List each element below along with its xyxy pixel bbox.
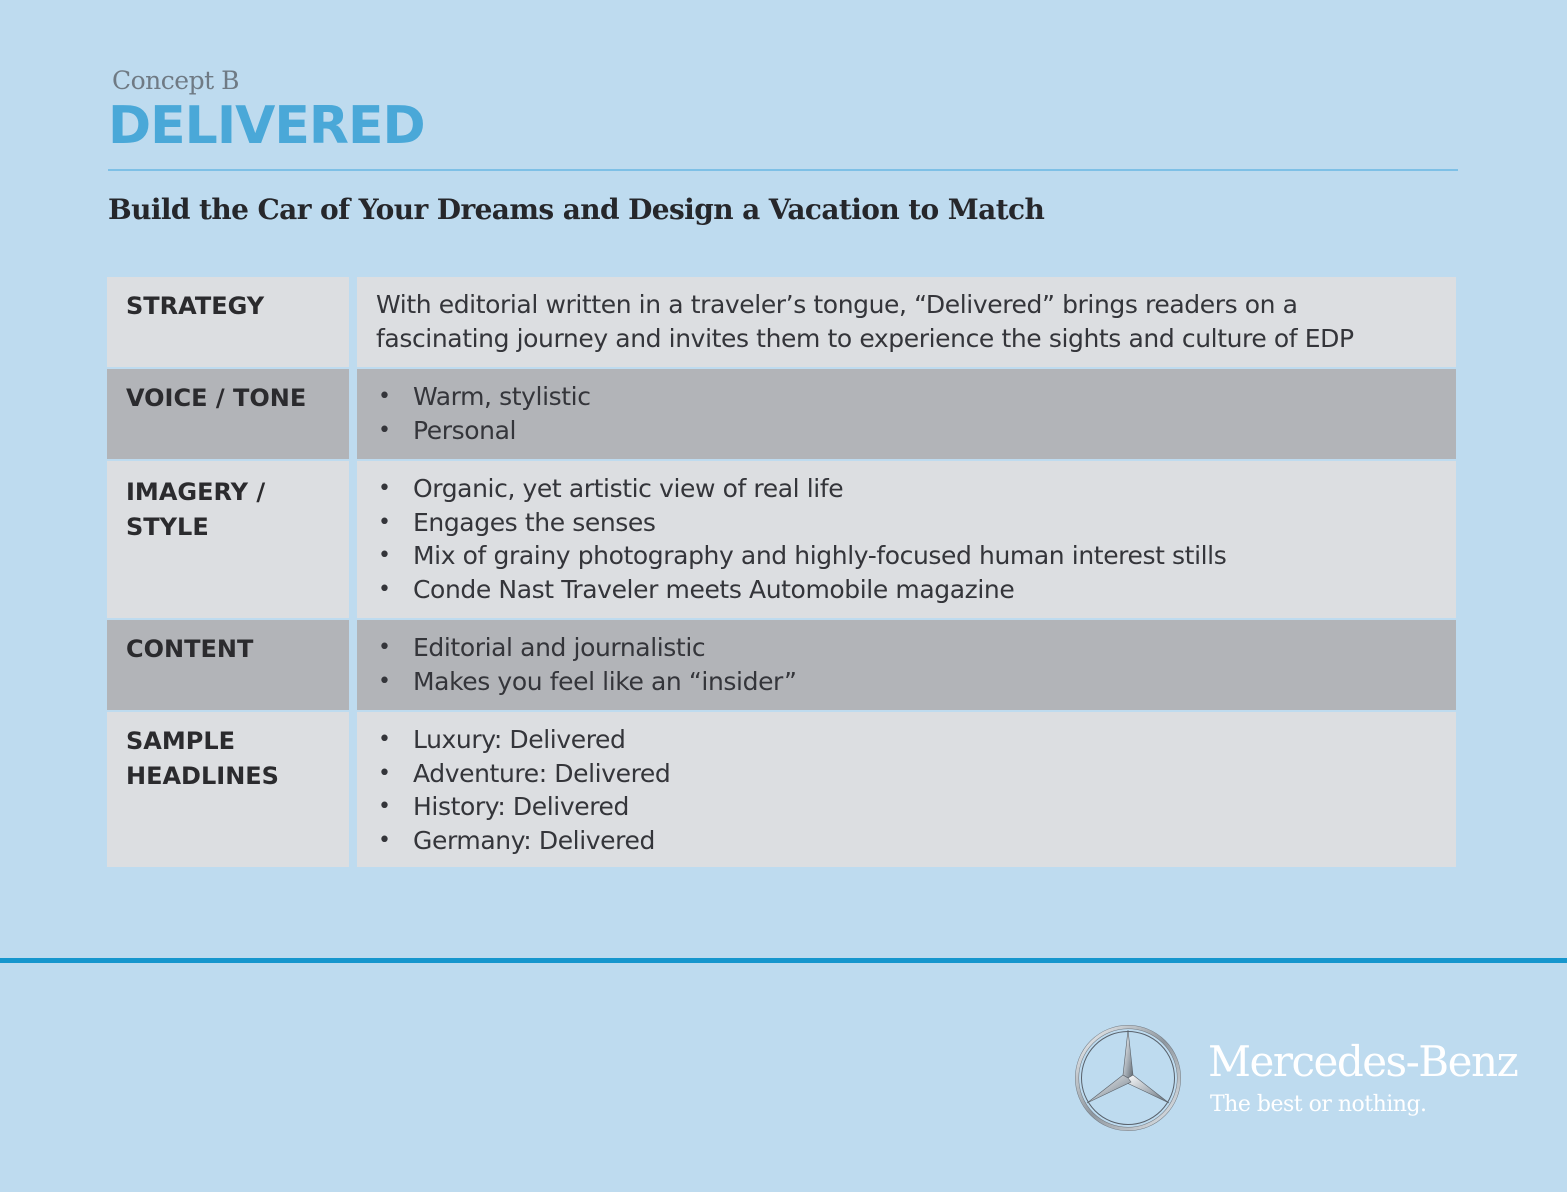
table-row-imagery-style [107, 461, 1456, 618]
row-text: With editorial written in a traveler’s tongue, “Delivered” brings readers on a fascinating journey and invites them to experience the sights and culture of EDP [357, 277, 1456, 367]
concept-table [107, 277, 1456, 869]
page-title: DELIVERED [108, 96, 425, 156]
list-item: • Conde Nast Traveler meets Automobile magazine [376, 573, 1436, 607]
row-label: VOICE / TONE [107, 369, 349, 459]
list-item: • Personal [376, 414, 1436, 448]
table-row-content [107, 620, 1456, 710]
list-item: • Germany: Delivered [376, 824, 1436, 858]
list-item: • Organic, yet artistic view of real life [376, 472, 1436, 506]
row-content [357, 620, 1456, 710]
row-label-text: IMAGERY / STYLE [126, 478, 266, 541]
row-label: STRATEGY [107, 277, 349, 367]
row-label-text: SAMPLE HEADLINES [126, 727, 279, 790]
list-item: • Adventure: Delivered [376, 757, 1436, 791]
list-item: • Makes you feel like an “insider” [376, 665, 1436, 699]
table-row-strategy [107, 277, 1456, 367]
row-content [357, 461, 1456, 618]
row-label: CONTENT [107, 620, 349, 710]
list-item: • Luxury: Delivered [376, 723, 1436, 757]
list-item: • History: Delivered [376, 790, 1436, 824]
header-divider [108, 169, 1458, 171]
row-label [107, 712, 349, 867]
brand-name: Mercedes-Benz [1208, 1037, 1518, 1086]
list-item: • Editorial and journalistic [376, 631, 1436, 665]
footer-divider [0, 958, 1567, 963]
mercedes-star-icon [1073, 1023, 1183, 1133]
list-item: • Warm, stylistic [376, 380, 1436, 414]
row-label [107, 461, 349, 618]
list-item: • Engages the senses [376, 506, 1436, 540]
concept-label: Concept B [112, 66, 239, 95]
table-row-voice-tone [107, 369, 1456, 459]
brand-tagline: The best or nothing. [1210, 1092, 1427, 1117]
page-subtitle: Build the Car of Your Dreams and Design a Vacation to Match [108, 193, 1045, 226]
row-content [357, 712, 1456, 867]
row-content [357, 369, 1456, 459]
table-row-sample-headlines [107, 712, 1456, 867]
list-item: • Mix of grainy photography and highly-focused human interest stills [376, 539, 1436, 573]
